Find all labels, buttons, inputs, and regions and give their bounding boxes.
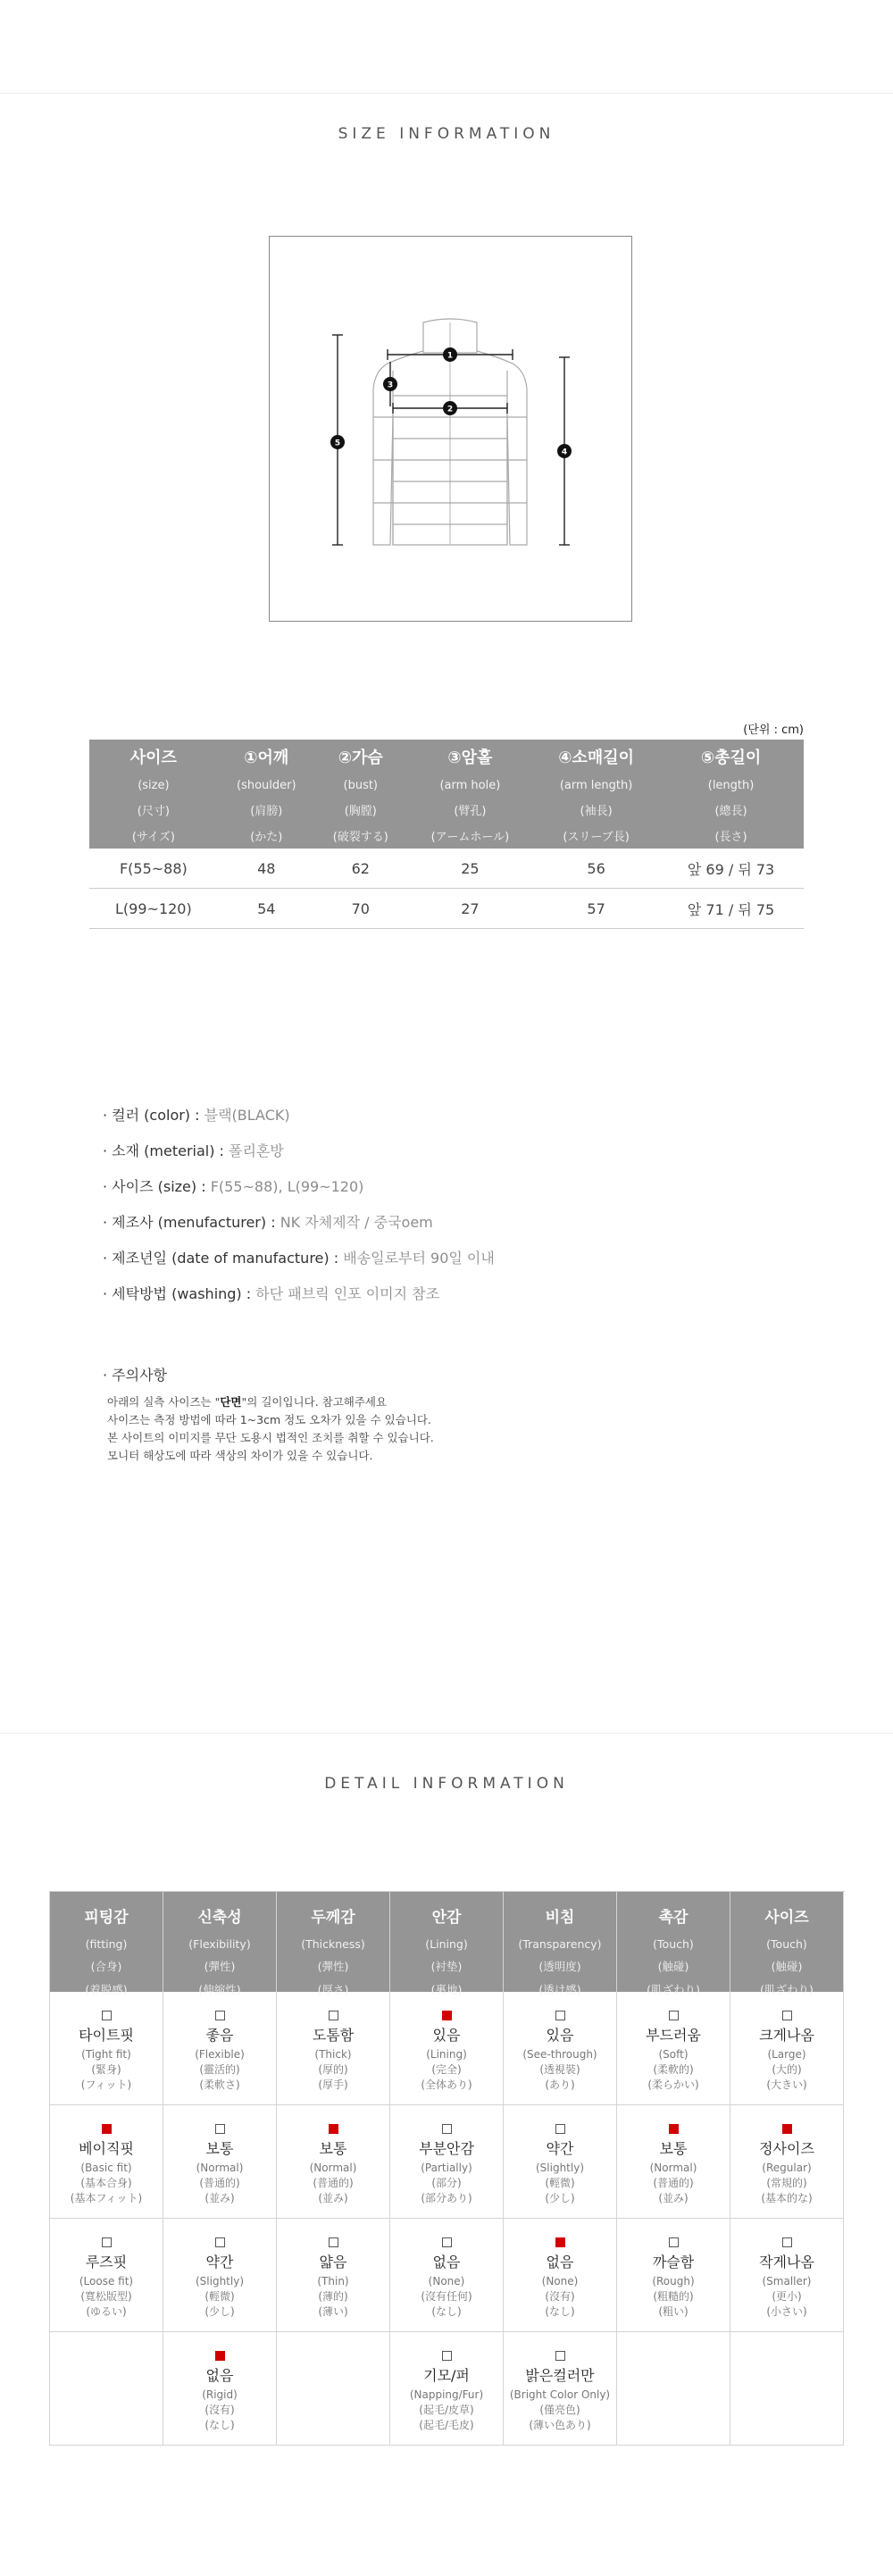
header-jp: (長さ) <box>714 830 747 844</box>
header-jp: (裏地) <box>430 1983 463 1996</box>
detail-cell <box>617 2332 730 2446</box>
option-label-en: (Flexible) <box>195 2048 245 2061</box>
header-cn: (袖長) <box>580 804 613 818</box>
option-label-cn: (普通的) <box>199 2177 240 2189</box>
option-label-jp: (ゆるい) <box>86 2305 127 2318</box>
header-jp: (透け感) <box>538 1983 581 1996</box>
detail-cell <box>504 2219 617 2332</box>
detail-row <box>50 1992 845 2105</box>
option-label-jp: (並み) <box>658 2192 689 2204</box>
detail-cell <box>163 2219 277 2332</box>
header-ko: 촉감 <box>658 1909 689 1927</box>
option-label-jp: (並み) <box>318 2192 348 2204</box>
option-label-ko: 크게나옴 <box>759 2027 814 2044</box>
option-label-cn: (薄的) <box>318 2290 348 2303</box>
detail-cell <box>50 2219 163 2332</box>
header-ko: ③암홀 <box>447 748 493 767</box>
option-label-cn: (緊身) <box>91 2063 121 2076</box>
notice-line-2: 사이즈는 측정 방법에 따라 1~3cm 정도 오차가 있을 수 있습니다. <box>107 1413 431 1426</box>
header-cn: (胸膛) <box>344 804 377 818</box>
size-header-shoulder <box>218 740 315 849</box>
header-en: (Touch) <box>766 1937 807 1951</box>
option-label-en: (Normal) <box>196 2162 244 2174</box>
spec-value: F(55~88), L(99~120) <box>210 1178 364 1195</box>
option-label-jp: (基本フィット) <box>70 2192 143 2204</box>
spec-manufacture-date <box>103 1247 495 1267</box>
detail-grid-body <box>50 1992 845 2446</box>
checked-box-icon <box>329 2124 338 2134</box>
option-label-cn: (沒有任何) <box>421 2290 472 2303</box>
spec-color <box>103 1104 290 1125</box>
marker-5-label: 5 <box>334 439 341 448</box>
header-en: (Flexibility) <box>188 1937 251 1951</box>
table-cell: 48 <box>218 849 315 889</box>
detail-cell <box>277 2332 390 2446</box>
option-label-cn: (部分) <box>431 2177 462 2189</box>
header-en: (fitting) <box>85 1937 128 1951</box>
detail-header-touch <box>617 1892 730 1996</box>
option-label-cn: (柔軟的) <box>653 2063 694 2076</box>
size-section-title: SIZE INFORMATION <box>338 125 555 143</box>
size-header-length <box>658 740 804 849</box>
detail-cell <box>504 2105 617 2219</box>
option-label-en: (See-through) <box>522 2048 597 2061</box>
spec-material <box>103 1140 284 1160</box>
option-label-ko: 도톰함 <box>312 2027 355 2044</box>
option-label-en: (Bright Color Only) <box>509 2388 611 2401</box>
option-label-cn: (常規的) <box>766 2177 807 2189</box>
option-label-ko: 루즈핏 <box>85 2254 128 2271</box>
size-table <box>89 740 804 929</box>
header-cn: (尺寸) <box>137 804 170 818</box>
header-cn: (總長) <box>714 804 747 818</box>
header-en: (arm length) <box>559 778 633 792</box>
header-ko: 사이즈 <box>129 748 177 767</box>
option-label-ko: 얇음 <box>319 2254 347 2271</box>
option-label-en: (Rough) <box>652 2275 695 2287</box>
detail-cell <box>730 2332 844 2446</box>
option-label-jp: (あり) <box>545 2078 575 2091</box>
detail-header-lining <box>390 1892 504 1996</box>
size-header-armhole <box>406 740 534 849</box>
section-divider <box>0 1733 893 1734</box>
option-label-ko: 작게나옴 <box>759 2254 814 2271</box>
marker-1-label: 1 <box>446 351 454 361</box>
option-label-cn: (起毛/皮草) <box>419 2404 474 2416</box>
option-label-jp: (なし) <box>545 2305 575 2318</box>
option-label-en: (Slightly) <box>195 2275 244 2287</box>
option-label-cn: (完全) <box>431 2063 462 2076</box>
option-label-ko: 부분안감 <box>419 2140 474 2157</box>
option-label-jp: (なし) <box>204 2419 235 2431</box>
option-label-en: (Loose fit) <box>79 2275 134 2287</box>
option-label-jp: (少し) <box>545 2192 575 2204</box>
header-en: (length) <box>707 778 755 792</box>
marker-2-label: 2 <box>446 405 454 414</box>
option-label-cn: (透視裝) <box>539 2063 580 2076</box>
header-en: (Transparency) <box>518 1937 602 1951</box>
unchecked-box-icon <box>555 2351 565 2361</box>
detail-row <box>50 2219 845 2332</box>
table-cell: 앞 71 / 뒤 75 <box>658 889 804 929</box>
header-jp: (伸縮性) <box>198 1983 241 1996</box>
header-ko: 피팅감 <box>84 1909 129 1927</box>
option-label-en: (Soft) <box>658 2048 689 2061</box>
header-cn: (臂孔) <box>454 804 487 818</box>
table-cell: L(99~120) <box>89 889 218 929</box>
detail-cell <box>504 2332 617 2446</box>
unchecked-box-icon <box>329 2237 338 2247</box>
table-row <box>89 889 804 929</box>
detail-cell <box>730 1992 844 2105</box>
option-label-ko: 보통 <box>319 2140 347 2157</box>
unchecked-box-icon <box>669 2011 679 2020</box>
option-label-en: (None) <box>541 2275 579 2287</box>
header-ko: 사이즈 <box>764 1909 809 1927</box>
option-label-cn: (輕微) <box>545 2177 575 2189</box>
option-label-ko: 약간 <box>205 2254 234 2271</box>
size-header-size <box>89 740 218 849</box>
notice-line-3: 본 사이트의 이미지를 무단 도용시 법적인 조치를 취할 수 있습니다. <box>107 1431 434 1444</box>
table-cell: 25 <box>406 849 534 889</box>
notice-text-part: "의 길이입니다. 참고해주세요 <box>241 1395 388 1409</box>
option-label-jp: (並み) <box>204 2192 235 2204</box>
option-label-en: (Partially) <box>421 2162 472 2174</box>
option-label-jp: (薄い色あり) <box>529 2419 591 2431</box>
detail-row <box>50 2332 845 2446</box>
option-label-cn: (更小) <box>772 2290 802 2303</box>
option-label-en: (Slightly) <box>535 2162 584 2174</box>
detail-cell <box>163 2332 277 2446</box>
header-jp: (厚さ) <box>317 1983 349 1996</box>
unchecked-box-icon <box>215 2124 225 2134</box>
header-ko: 신축성 <box>197 1909 242 1927</box>
marker-4-label: 4 <box>561 447 568 457</box>
option-label-en: (Normal) <box>649 2162 697 2174</box>
header-en: (Thickness) <box>301 1937 365 1951</box>
spec-value: NK 자체제작 / 중국oem <box>280 1214 433 1231</box>
detail-header-transparency <box>504 1892 617 1996</box>
option-label-jp: (大きい) <box>766 2078 807 2091</box>
spec-manufacturer <box>103 1211 433 1232</box>
option-label-jp: (小さい) <box>766 2305 807 2318</box>
detail-row <box>50 2105 845 2219</box>
spec-value: 배송일로부터 90일 이내 <box>343 1250 495 1267</box>
option-label-cn: (普通的) <box>313 2177 354 2189</box>
unchecked-box-icon <box>215 2237 225 2247</box>
option-label-jp: (粗い) <box>658 2305 689 2318</box>
option-label-jp: (部分あり) <box>421 2192 472 2204</box>
header-ko: ②가슴 <box>338 748 383 767</box>
option-label-ko: 베이직핏 <box>79 2140 134 2157</box>
jacket-size-diagram <box>269 236 632 622</box>
option-label-en: (Basic fit) <box>80 2162 132 2174</box>
spec-washing <box>103 1283 439 1303</box>
option-label-cn: (粗糙的) <box>653 2290 694 2303</box>
option-label-jp: (少し) <box>204 2305 235 2318</box>
spec-value: 블랙(BLACK) <box>204 1107 290 1124</box>
option-label-en: (Napping/Fur) <box>409 2388 484 2401</box>
option-label-en: (Thin) <box>317 2275 349 2287</box>
option-label-jp: (なし) <box>431 2305 462 2318</box>
checked-box-icon <box>215 2351 225 2361</box>
unchecked-box-icon <box>782 2011 792 2020</box>
option-label-jp: (薄い) <box>318 2305 348 2318</box>
spec-label: · 세탁방법 (washing) : <box>103 1285 256 1302</box>
header-cn: (彈性) <box>317 1960 349 1973</box>
option-label-jp: (基本的な) <box>761 2192 813 2204</box>
notice-text-part: 아래의 실측 사이즈는 " <box>107 1395 221 1409</box>
option-label-ko: 약간 <box>546 2140 574 2157</box>
header-ko: 비침 <box>545 1909 575 1927</box>
option-label-ko: 까슬함 <box>652 2254 695 2271</box>
option-label-ko: 보통 <box>659 2140 688 2157</box>
detail-info-grid <box>49 1891 845 2446</box>
header-cn: (肩膀) <box>250 804 283 818</box>
option-label-cn: (僅亮色) <box>539 2404 580 2416</box>
checked-box-icon <box>782 2124 792 2134</box>
option-label-jp: (厚手) <box>318 2078 348 2091</box>
header-ko: ⑤총길이 <box>700 748 762 767</box>
table-cell: 57 <box>534 889 658 929</box>
checked-box-icon <box>442 2011 452 2020</box>
spec-value: 폴리혼방 <box>229 1142 284 1159</box>
notice-title: · 주의사항 <box>103 1367 167 1384</box>
notice-line-1 <box>107 1393 434 1411</box>
jacket-illustration <box>270 237 631 621</box>
unchecked-box-icon <box>555 2124 565 2134</box>
unchecked-box-icon <box>782 2237 792 2247</box>
detail-cell <box>617 2105 730 2219</box>
option-label-ko: 부드러움 <box>646 2027 701 2044</box>
table-cell: F(55~88) <box>89 849 218 889</box>
detail-header-thickness <box>277 1892 390 1996</box>
table-cell: 62 <box>315 849 406 889</box>
option-label-ko: 있음 <box>432 2027 461 2044</box>
option-label-jp: (全体あり) <box>421 2078 472 2091</box>
option-label-cn: (沒有) <box>204 2404 235 2416</box>
option-label-cn: (寬松版型) <box>80 2290 132 2303</box>
detail-section-title: DETAIL INFORMATION <box>324 1775 569 1793</box>
spec-value: 하단 패브릭 인포 이미지 참조 <box>255 1285 440 1302</box>
unchecked-box-icon <box>442 2124 452 2134</box>
header-cn: (触碰) <box>771 1960 803 1973</box>
detail-cell <box>617 1992 730 2105</box>
detail-cell <box>390 2105 504 2219</box>
header-cn: (透明度) <box>538 1960 581 1973</box>
option-label-ko: 기모/퍼 <box>423 2367 470 2384</box>
option-label-en: (Smaller) <box>762 2275 812 2287</box>
option-label-ko: 타이트핏 <box>79 2027 134 2044</box>
option-label-en: (Large) <box>767 2048 806 2061</box>
detail-cell <box>277 1992 390 2105</box>
detail-cell <box>163 1992 277 2105</box>
detail-cell <box>390 1992 504 2105</box>
option-label-en: (Lining) <box>426 2048 467 2061</box>
detail-cell <box>163 2105 277 2219</box>
table-row <box>89 849 804 889</box>
checked-box-icon <box>102 2124 112 2134</box>
detail-cell <box>50 1992 163 2105</box>
notice-text <box>107 1393 434 1465</box>
option-label-ko: 정사이즈 <box>759 2140 814 2157</box>
spec-label: · 소재 (meterial) : <box>103 1142 230 1159</box>
option-label-en: (Tight fit) <box>81 2048 131 2061</box>
size-header-bust <box>315 740 406 849</box>
header-cn: (彈性) <box>204 1960 236 1973</box>
header-en: (Lining) <box>425 1937 468 1951</box>
header-cn: (触碰) <box>657 1960 689 1973</box>
option-label-en: (Normal) <box>309 2162 357 2174</box>
table-cell: 앞 69 / 뒤 73 <box>658 849 804 889</box>
checked-box-icon <box>669 2124 679 2134</box>
option-label-ko: 없음 <box>205 2367 234 2384</box>
header-jp: (スリーブ長) <box>563 830 630 844</box>
header-en: (bust) <box>343 778 379 792</box>
option-label-cn: (靈活的) <box>199 2063 240 2076</box>
unchecked-box-icon <box>669 2237 679 2247</box>
checked-box-icon <box>555 2237 565 2247</box>
option-label-en: (Regular) <box>762 2162 812 2174</box>
option-label-ko: 없음 <box>546 2254 574 2271</box>
detail-header-fitting <box>50 1892 163 1996</box>
option-label-cn: (基本合身) <box>80 2177 132 2189</box>
detail-cell <box>50 2105 163 2219</box>
detail-header-flexibility <box>163 1892 277 1996</box>
spec-label: · 제조년일 (date of manufacture) : <box>103 1250 344 1267</box>
table-cell: 70 <box>315 889 406 929</box>
detail-cell <box>390 2332 504 2446</box>
header-cn: (衬垫) <box>430 1960 463 1973</box>
size-header-arm-length <box>534 740 658 849</box>
header-jp: (肌ざわり) <box>647 1983 700 1996</box>
detail-cell <box>730 2219 844 2332</box>
option-label-ko: 없음 <box>432 2254 461 2271</box>
header-en: (size) <box>138 778 170 792</box>
option-label-ko: 밝은컬러만 <box>525 2367 595 2384</box>
header-jp: (肌ざわり) <box>760 1983 814 1996</box>
unit-label: (단위 : cm) <box>743 723 804 737</box>
table-cell: 54 <box>218 889 315 929</box>
header-en: (Touch) <box>653 1937 694 1951</box>
detail-cell <box>50 2332 163 2446</box>
unchecked-box-icon <box>442 2351 452 2361</box>
option-label-ko: 보통 <box>205 2140 234 2157</box>
unchecked-box-icon <box>102 2011 112 2020</box>
header-jp: (着脱感) <box>85 1983 128 1996</box>
option-label-en: (Rigid) <box>202 2388 238 2401</box>
header-jp: (アームホール) <box>430 830 510 844</box>
option-label-cn: (厚的) <box>318 2063 348 2076</box>
table-cell: 27 <box>406 889 534 929</box>
option-label-cn: (大的) <box>772 2063 802 2076</box>
top-divider <box>0 93 893 94</box>
header-jp: (サイズ) <box>131 830 175 844</box>
notice-emphasis: 단면 <box>220 1395 242 1409</box>
table-cell: 56 <box>534 849 658 889</box>
unchecked-box-icon <box>555 2011 565 2020</box>
header-jp: (かた) <box>250 830 283 844</box>
header-ko: 두께감 <box>311 1909 355 1927</box>
option-label-jp: (柔らかい) <box>647 2078 699 2091</box>
detail-cell <box>504 1992 617 2105</box>
spec-label: · 사이즈 (size) : <box>103 1178 211 1195</box>
detail-cell <box>730 2105 844 2219</box>
option-label-ko: 있음 <box>546 2027 574 2044</box>
detail-cell <box>277 2105 390 2219</box>
unchecked-box-icon <box>329 2011 338 2020</box>
header-ko: 안감 <box>431 1909 462 1927</box>
detail-cell <box>617 2219 730 2332</box>
option-label-cn: (普通的) <box>653 2177 694 2189</box>
detail-cell <box>390 2219 504 2332</box>
option-label-jp: (起毛/毛皮) <box>419 2419 474 2431</box>
header-cn: (合身) <box>90 1960 122 1973</box>
marker-3-label: 3 <box>387 381 394 390</box>
detail-grid-header <box>50 1892 845 1996</box>
header-ko: ①어깨 <box>244 748 289 767</box>
unchecked-box-icon <box>102 2237 112 2247</box>
spec-label: · 컬러 (color) : <box>103 1107 204 1124</box>
unchecked-box-icon <box>442 2237 452 2247</box>
option-label-jp: (フィット) <box>80 2078 132 2091</box>
header-jp: (破裂する) <box>332 830 388 844</box>
option-label-cn: (沒有) <box>545 2290 575 2303</box>
header-ko: ④소매길이 <box>558 748 634 767</box>
option-label-en: (Thick) <box>314 2048 352 2061</box>
detail-header-size <box>730 1892 844 1996</box>
spec-label: · 제조사 (menufacturer) : <box>103 1214 280 1231</box>
spec-size <box>103 1175 363 1196</box>
option-label-ko: 좋음 <box>205 2027 234 2044</box>
size-table-header <box>89 740 804 849</box>
option-label-en: (None) <box>428 2275 465 2287</box>
option-label-jp: (柔軟さ) <box>199 2078 240 2091</box>
detail-cell <box>277 2219 390 2332</box>
option-label-cn: (輕微) <box>204 2290 235 2303</box>
header-en: (arm hole) <box>439 778 501 792</box>
notice-line-4: 모니터 해상도에 따라 색상의 차이가 있을 수 있습니다. <box>107 1449 373 1462</box>
header-en: (shoulder) <box>237 778 296 792</box>
unchecked-box-icon <box>215 2011 225 2020</box>
